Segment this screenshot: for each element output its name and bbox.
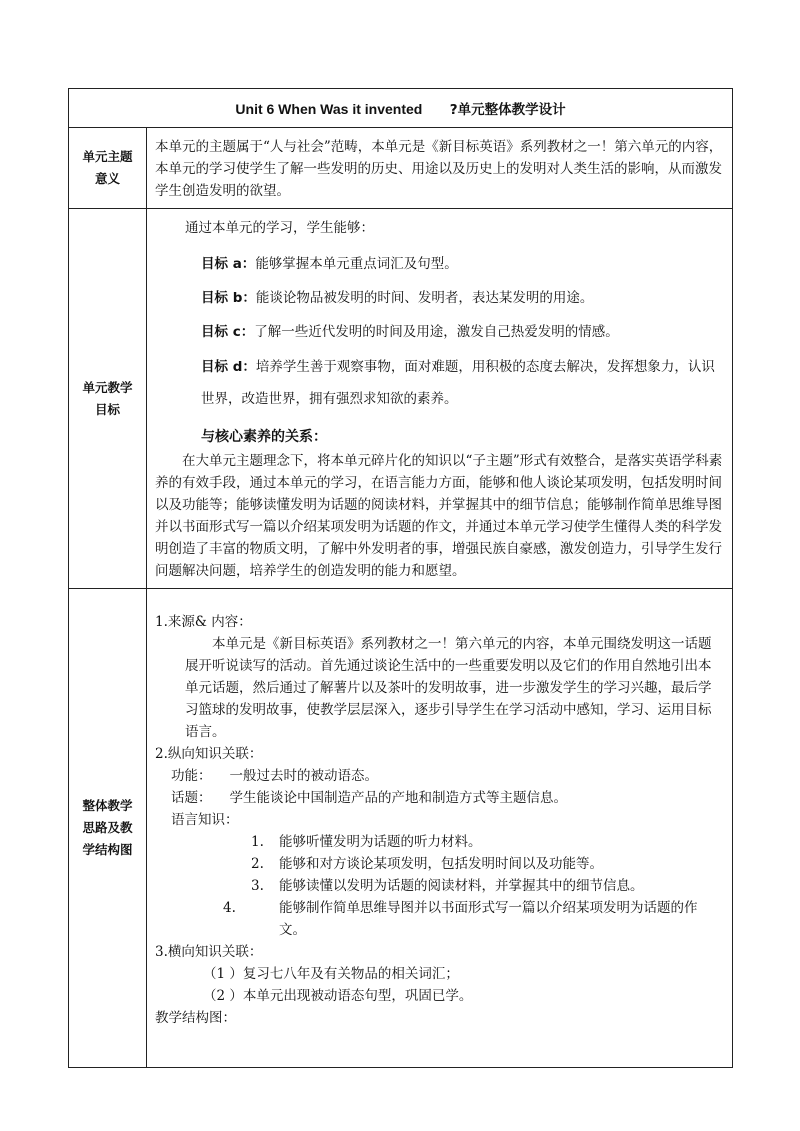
lang-item-2-text: 能够和对方谈论某项发明，包括发明时间以及功能等。 bbox=[279, 856, 603, 872]
lang-item-1-text: 能够听懂发明为话题的听力材料。 bbox=[279, 834, 482, 850]
relation-heading: 与核心素养的关系： bbox=[201, 429, 327, 445]
structure-label-line2: 思路及教 bbox=[82, 820, 133, 835]
source-text: 本单元是《新目标英语》系列教材之一！第六单元的内容，本单元围绕发明这一话题展开听说读写的活动。首先通过谈论生活中的一些重要发明以及它们的作用自然地引出本单元话题，然后通过了解薯片以及茶叶的发明故事，进一步激发学生的学习兴趣，最后学习篮球的发明故事，使教学层层深入，逐步引导学生在学习活动中感知，学习、运用目标语言。 bbox=[185, 636, 712, 740]
source-heading: 1.来源& 内容： bbox=[155, 614, 252, 630]
title-chinese: ?单元整体教学设计 bbox=[449, 102, 566, 118]
topic-line bbox=[171, 787, 724, 809]
goal-a bbox=[201, 247, 724, 281]
lang-item-3-text: 能够读懂以发明为话题的阅读材料，并掌握其中的细节信息。 bbox=[279, 878, 644, 894]
lang-item-3-num: 3. bbox=[251, 878, 264, 894]
horizontal-item-2: （2 ）本单元出现被动语态句型，巩固已学。 bbox=[203, 988, 473, 1004]
goal-d bbox=[201, 349, 724, 420]
lang-item-4-text: 能够制作简单思维导图并以书面形式写一篇以介绍某项发明为话题的作文。 bbox=[279, 900, 698, 938]
language-label: 语言知识： bbox=[171, 812, 239, 828]
theme-text: 本单元的主题属于“人与社会”范畴，本单元是《新目标英语》系列教材之一！第六单元的内容，本单元的学习使学生了解一些发明的历史、用途以及历史上的发明对人类生活的影响，从而激发学生创造发明的欲望。 bbox=[155, 139, 723, 199]
vertical-heading: 2.纵向知识关联： bbox=[155, 746, 263, 762]
goals-row bbox=[69, 209, 733, 589]
horizontal-item-1: （1 ）复习七八年及有关物品的相关词汇； bbox=[203, 966, 459, 982]
goal-b bbox=[201, 281, 724, 315]
goals-label-line1: 单元教学 bbox=[82, 379, 133, 395]
topic-text: 学生能谈论中国制造产品的产地和制造方式等主题信息。 bbox=[229, 790, 567, 806]
document-title bbox=[69, 89, 733, 128]
relation-text: 在大单元主题理念下，将本单元碎片化的知识以“子主题”形式有效整合，是落实英语学科素养的有效手段，通过本单元的学习，在语言能力方面，能够和他人谈论某项发明，包括发明时间以及功能等；能够读懂发明为话题的阅读材料，并掌握其中的细节信息；能够制作简单思维导图并以书面形式写一篇以介绍某项发明为话题的作文，并通过本单元学习使学生懂得人类的科学发明创造了丰富的物质文明，了解中外发明者的事，增强民族自豪感，激发创造力，引导学生发行问题解决问题，培养学生的创造发明的能力和愿望。 bbox=[155, 453, 723, 579]
lang-item-3 bbox=[251, 875, 724, 897]
theme-label-line2: 意义 bbox=[94, 171, 120, 186]
theme-row bbox=[69, 128, 733, 209]
lang-item-2 bbox=[251, 853, 724, 875]
lang-item-1 bbox=[251, 831, 724, 853]
goal-c-text: 了解一些近代发明的时间及用途，激发自己热爱发明的情感。 bbox=[254, 324, 619, 340]
goal-b-text: 能谈论物品被发明的时间、发明者，表达某发明的用途。 bbox=[255, 290, 594, 306]
goal-c bbox=[201, 315, 724, 349]
lang-item-4-num: 4. bbox=[223, 900, 236, 916]
structure-label-line1: 整体教学 bbox=[82, 798, 133, 813]
goal-d-name: 目标 d： bbox=[201, 359, 256, 375]
lesson-plan-sheet bbox=[68, 88, 732, 1068]
goals-label bbox=[69, 209, 147, 589]
title-english: Unit 6 When Was it invented bbox=[235, 101, 423, 117]
goal-a-text: 能够掌握本单元重点词汇及句型。 bbox=[255, 256, 458, 272]
theme-label-line1: 单元主题 bbox=[82, 149, 133, 164]
goal-a-name: 目标 a： bbox=[201, 256, 256, 272]
structure-row bbox=[69, 589, 733, 1068]
goals-content bbox=[147, 209, 733, 589]
goals-label-line2: 目标 bbox=[94, 401, 120, 417]
lesson-plan-table bbox=[68, 88, 733, 1068]
lang-item-2-num: 2. bbox=[251, 856, 264, 872]
theme-content bbox=[147, 128, 733, 209]
lang-item-4 bbox=[223, 897, 724, 941]
goal-c-name: 目标 c： bbox=[201, 324, 255, 340]
function-text: 一般过去时的被动语态。 bbox=[229, 768, 378, 784]
theme-label bbox=[69, 128, 147, 209]
diagram-label: 教学结构图： bbox=[155, 1010, 236, 1026]
goal-d-text: 培养学生善于观察事物，面对难题，用积极的态度去解决，发挥想象力，认识世界，改造世界，拥有强烈求知欲的素养。 bbox=[201, 359, 715, 407]
function-line bbox=[171, 765, 724, 787]
topic-label: 话题： bbox=[171, 790, 212, 806]
horizontal-heading: 3.横向知识关联： bbox=[155, 944, 263, 960]
title-row bbox=[69, 89, 733, 128]
goals-intro: 通过本单元的学习，学生能够： bbox=[185, 220, 374, 236]
structure-label bbox=[69, 589, 147, 1068]
goal-b-name: 目标 b： bbox=[201, 290, 256, 306]
structure-label-line3: 学结构图 bbox=[82, 842, 133, 857]
structure-content bbox=[147, 589, 733, 1068]
lang-item-1-num: 1. bbox=[251, 834, 264, 850]
diagram-area bbox=[155, 1029, 724, 1045]
function-label: 功能： bbox=[171, 768, 212, 784]
